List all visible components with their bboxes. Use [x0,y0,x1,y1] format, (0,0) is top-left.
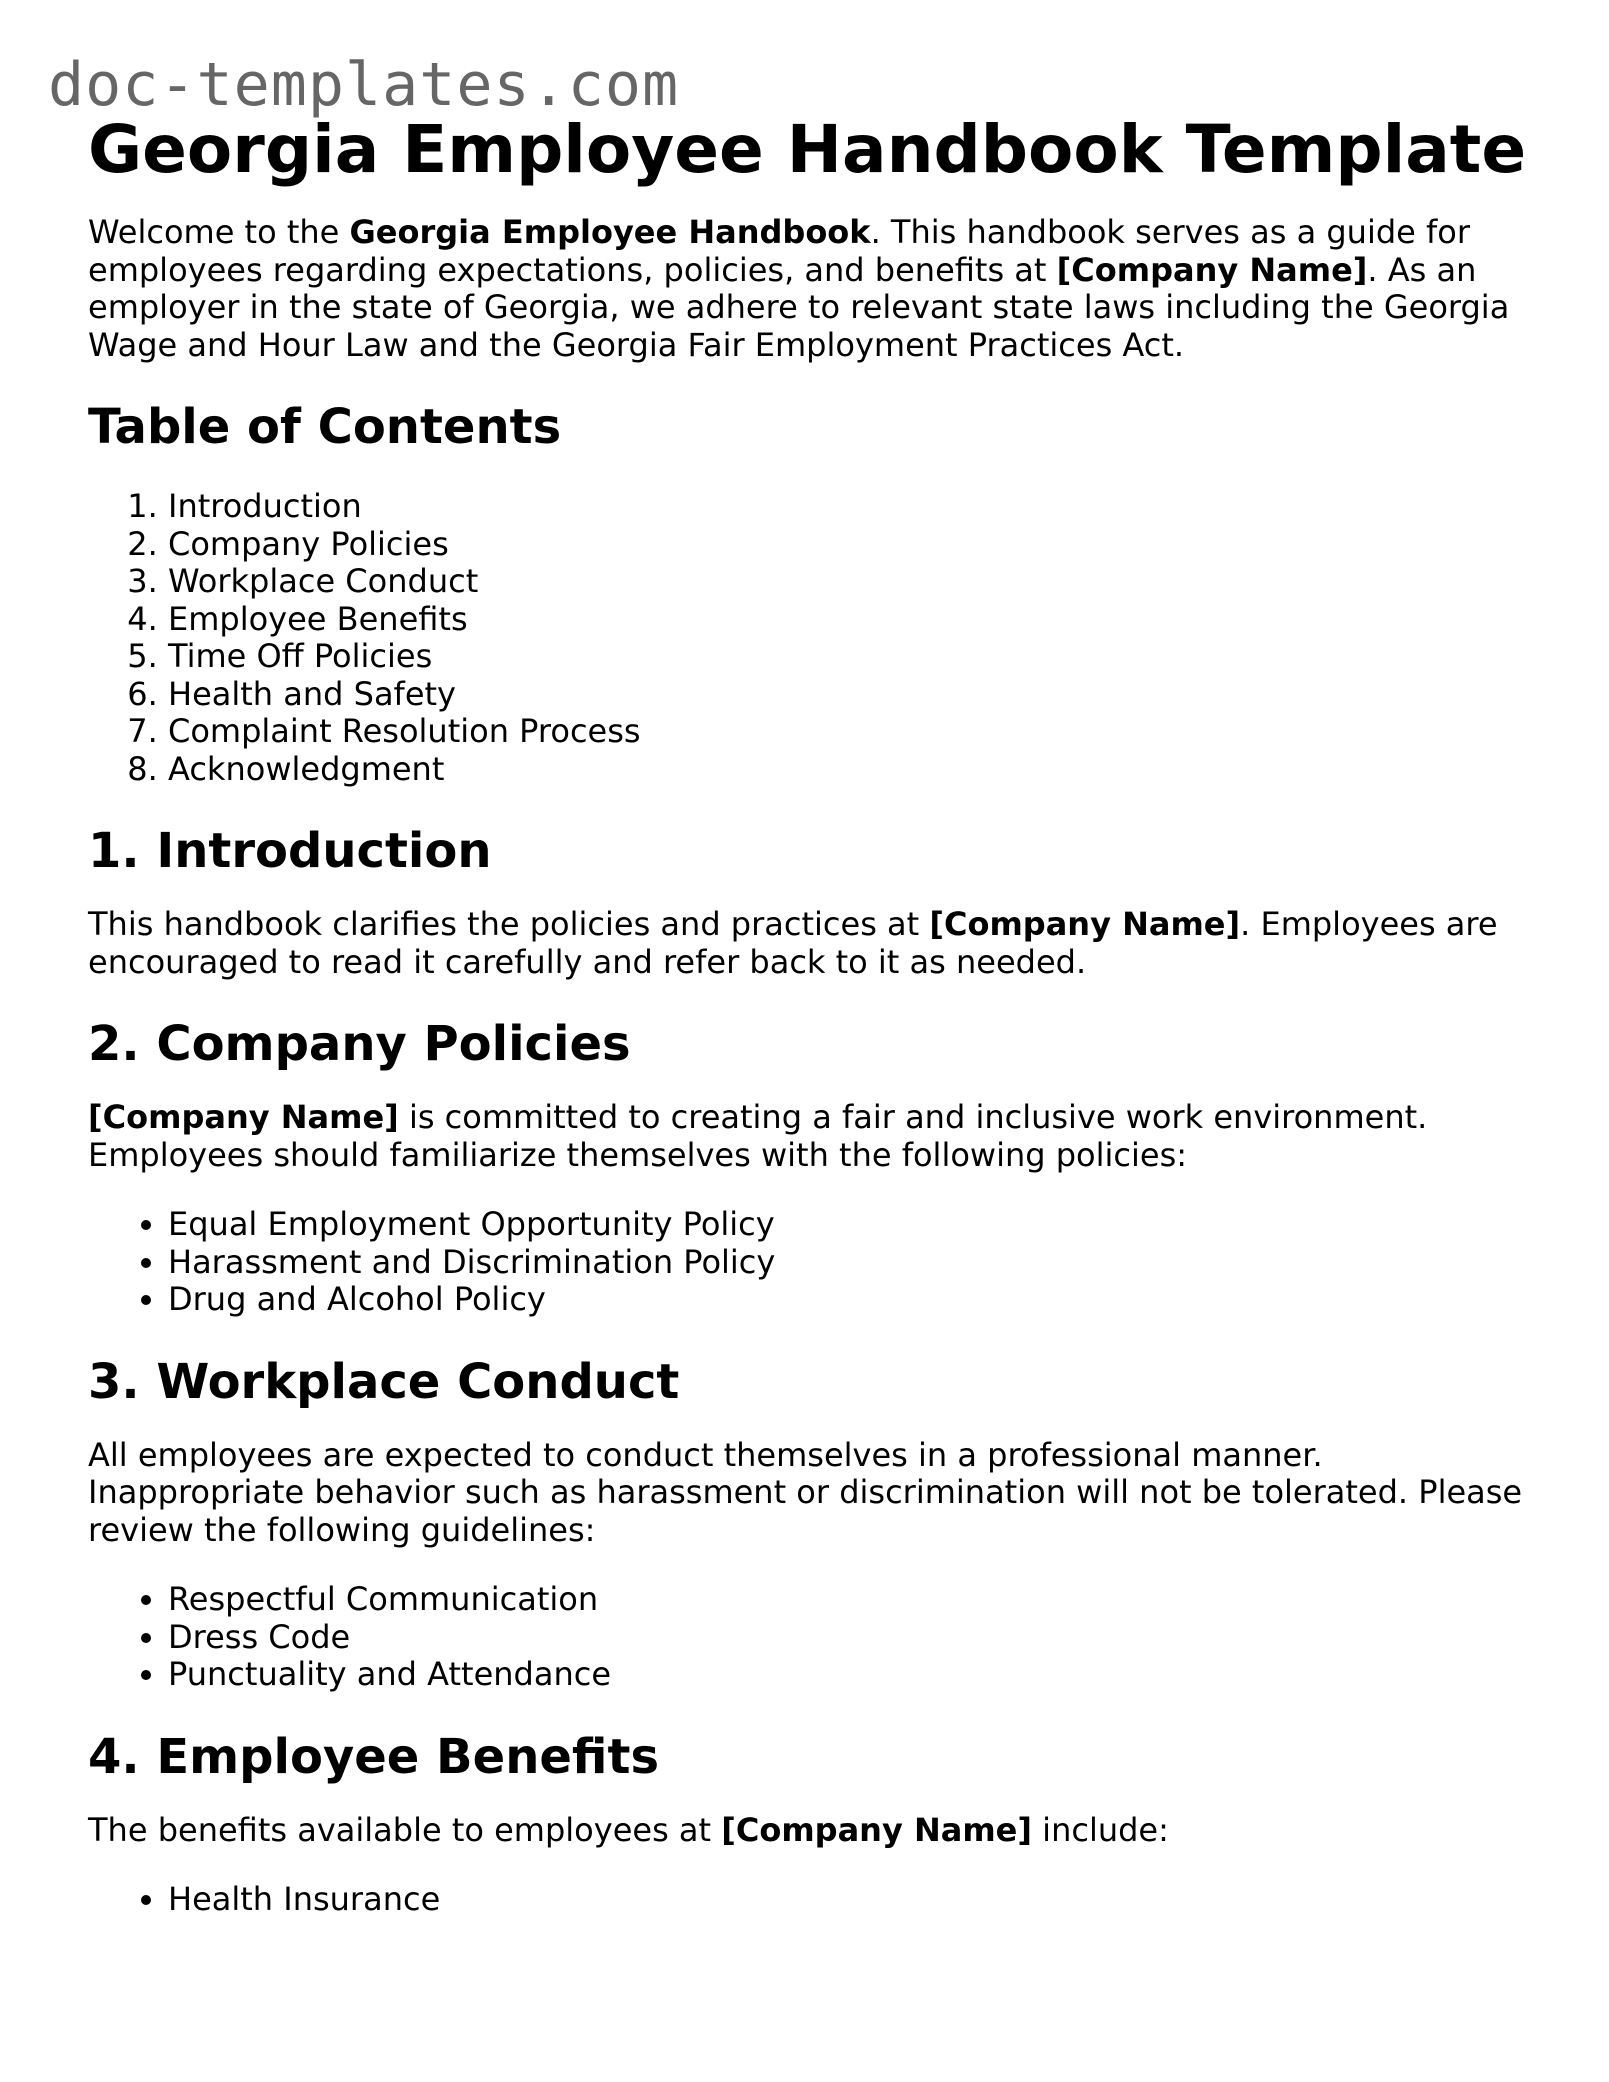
section-heading-workplace-conduct: 3. Workplace Conduct [88,1353,680,1410]
section-heading-employee-benefits: 4. Employee Benefits [88,1728,660,1785]
toc-heading: Table of Contents [88,399,562,455]
list-item: • Equal Employment Opportunity Policy [168,1206,1528,1244]
list-item: • Harassment and Discrimination Policy [168,1244,1528,1282]
list-item: • Health Insurance [168,1881,1528,1919]
employee-benefits-list [88,1881,1528,1919]
toc-item: 6. Health and Safety [168,676,1528,714]
list-item: • Respectful Communication [168,1581,1528,1619]
section-heading-company-policies: 2. Company Policies [88,1016,631,1072]
intro-paragraph: Welcome to the Georgia Employee Handbook. This handbook serves as a guide for employees regarding expectations, policies, and benefits at [Company Name]. As an employer in the state of Georgia, we adhere to relevant state laws including the Georgia Wage and Hour Law and the Georgia Fair Employment Practices Act. [88,213,1510,364]
introduction-paragraph: This handbook clarifies the policies and practices at [Company Name]. Employees are encouraged to read it carefully and refer back to it as needed. [88,905,1498,981]
company-policies-list [88,1206,1528,1319]
document-body [88,108,1528,1919]
toc-item: 8. Acknowledgment [168,751,1528,789]
list-item: • Drug and Alcohol Policy [168,1281,1528,1319]
document-title: Georgia Employee Handbook Template [88,111,1527,188]
list-item: • Dress Code [168,1619,1528,1657]
toc-item: 7. Complaint Resolution Process [168,713,1528,751]
employee-benefits-paragraph: The benefits available to employees at [Company Name] include: [88,1810,1169,1849]
workplace-conduct-list [88,1581,1528,1694]
watermark: doc-templates.com [48,50,680,120]
list-item: • Punctuality and Attendance [168,1656,1528,1694]
toc-item: 4. Employee Benefits [168,601,1528,639]
toc-item: 3. Workplace Conduct [168,563,1528,601]
company-policies-paragraph: [Company Name] is committed to creating a fair and inclusive work environment. Employees should familiarize themselves with the following policies: [88,1098,1428,1174]
toc-item: 1. Introduction [168,488,1528,526]
toc-item: 5. Time Off Policies [168,638,1528,676]
toc-list [88,488,1528,788]
toc-item: 2. Company Policies [168,526,1528,564]
workplace-conduct-paragraph: All employees are expected to conduct themselves in a professional manner. Inappropriate behavior such as harassment or discrimination will not be tolerated. Please review the following guidelines: [88,1435,1523,1549]
section-heading-introduction: 1. Introduction [88,823,492,879]
